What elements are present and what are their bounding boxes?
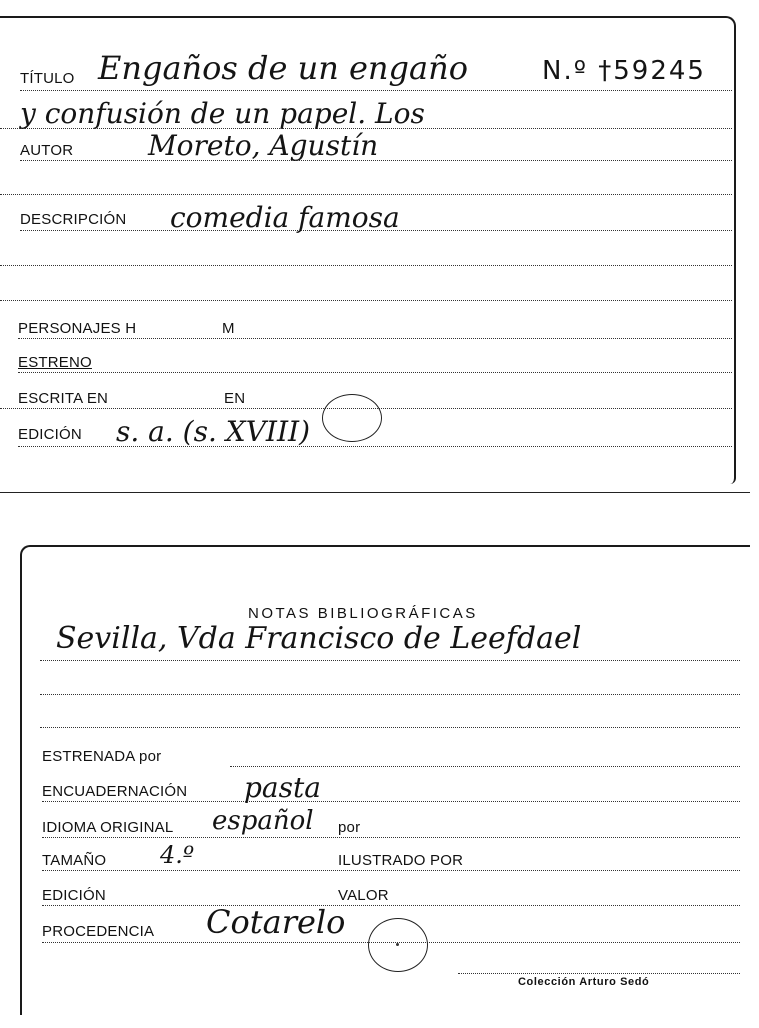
line-titulo [20, 90, 732, 91]
notes-heading: NOTAS BIBLIOGRÁFICAS [248, 605, 478, 622]
label-idioma-original: IDIOMA ORIGINAL [42, 819, 174, 836]
label-en: EN [224, 390, 246, 407]
label-edicion-front: EDICIÓN [18, 426, 82, 443]
label-edicion-back: EDICIÓN [42, 887, 106, 904]
value-edicion-front: s. a. (s. XVIII) [116, 415, 311, 448]
line-descripcion-3 [0, 300, 732, 301]
line-footer [458, 973, 740, 974]
value-number: N.º †59245 [542, 56, 706, 86]
line-encuadernacion [42, 801, 740, 802]
label-ilustrado-por: ILUSTRADO POR [338, 852, 464, 869]
card-separator [0, 492, 750, 493]
notes-line1: Sevilla, Vda Francisco de Leefdael [56, 621, 582, 656]
label-autor: AUTOR [20, 142, 74, 159]
line-idioma [42, 837, 740, 838]
circle-center-dot [396, 943, 399, 946]
line-notes-3 [40, 727, 740, 728]
line-notes-1 [40, 660, 740, 661]
line-edicion-back [42, 905, 740, 906]
value-procedencia: Cotarelo [206, 903, 346, 941]
label-personajes-m: M [222, 320, 235, 337]
value-encuadernacion: pasta [244, 771, 321, 804]
line-estrenada [230, 766, 740, 767]
label-encuadernacion: ENCUADERNACIÓN [42, 783, 188, 800]
label-estreno: ESTRENO [18, 354, 92, 371]
label-tamano: TAMAÑO [42, 852, 107, 869]
line-edicion-front [18, 446, 732, 447]
label-por: por [338, 819, 361, 836]
label-titulo: TÍTULO [20, 70, 75, 87]
collection-footer: Colección Arturo Sedó [518, 976, 650, 988]
value-titulo-line1: Engaños de un engaño [98, 49, 468, 87]
value-autor: Moreto, Agustín [148, 129, 379, 162]
label-valor: VALOR [338, 887, 389, 904]
value-tamano: 4.º [160, 841, 195, 869]
label-estrenada-por: ESTRENADA por [42, 748, 162, 765]
label-descripcion: DESCRIPCIÓN [20, 211, 127, 228]
label-procedencia: PROCEDENCIA [42, 923, 155, 940]
value-titulo-line2: y confusión de un papel. Los [20, 97, 425, 130]
line-descripcion-2 [0, 265, 732, 266]
line-estreno [18, 372, 732, 373]
value-idioma-original: español [212, 806, 314, 836]
line-autor [20, 160, 732, 161]
label-personajes-h: PERSONAJES H [18, 320, 137, 337]
line-descripcion [20, 230, 732, 231]
line-autor-2 [0, 194, 732, 195]
line-personajes [18, 338, 732, 339]
line-tamano [42, 870, 740, 871]
value-descripcion: comedia famosa [170, 201, 400, 234]
punch-hole-circle-front [322, 394, 382, 442]
label-escrita-en: ESCRITA EN [18, 390, 109, 407]
line-notes-2 [40, 694, 740, 695]
